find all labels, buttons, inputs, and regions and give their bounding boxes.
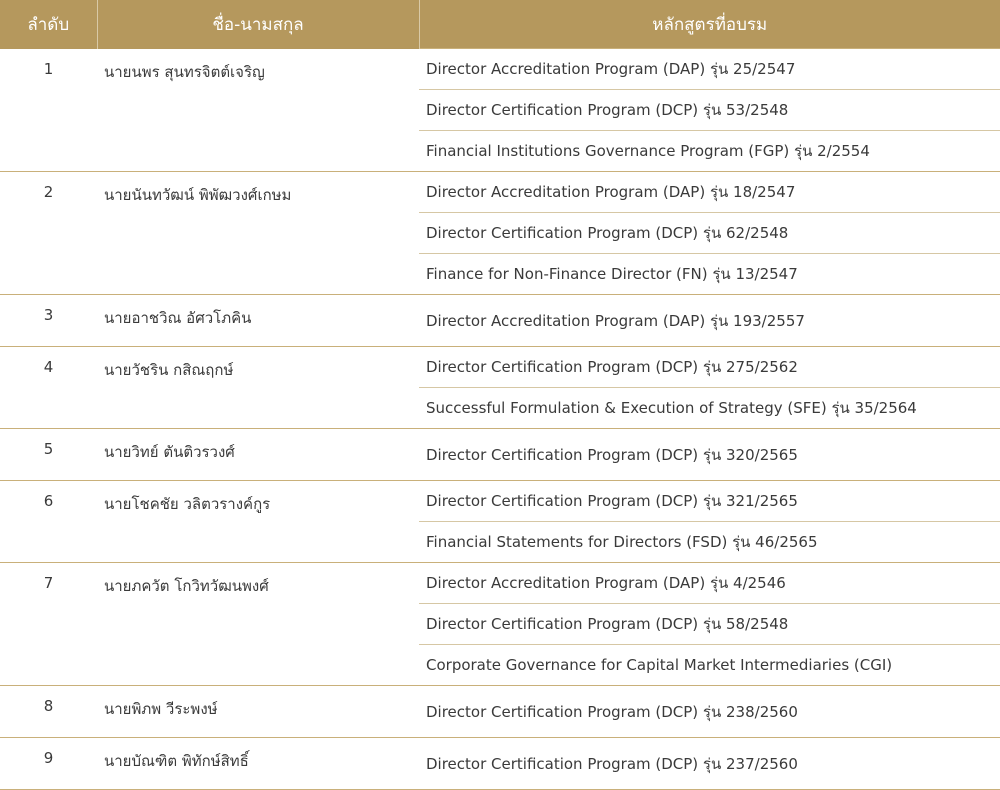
director-name: นายนพร สุนทรจิตต์เจริญ <box>104 62 265 81</box>
table-row <box>0 686 1000 738</box>
row-number: 4 <box>0 347 97 429</box>
header-row <box>0 0 1000 49</box>
course-cell: Director Certification Program (DCP) รุ่น 238/2560 <box>419 686 1000 738</box>
header-no: ลำดับ <box>0 0 97 49</box>
row-number: 9 <box>0 738 97 790</box>
row-number: 2 <box>0 172 97 295</box>
table-row <box>0 347 1000 388</box>
course-cell: Corporate Governance for Capital Market Intermediaries (CGI) <box>419 645 1000 686</box>
course-cell: Director Accreditation Program (DAP) รุ่น 18/2547 <box>419 172 1000 213</box>
course-cell: Successful Formulation & Execution of Strategy (SFE) รุ่น 35/2564 <box>419 388 1000 429</box>
table-body <box>0 49 1000 790</box>
row-number: 6 <box>0 481 97 563</box>
course-cell: Director Certification Program (DCP) รุ่น 58/2548 <box>419 604 1000 645</box>
director-name: นายโชคชัย วลิตวรางค์กูร <box>97 481 419 563</box>
course-cell: Finance for Non-Finance Director (FN) รุ่น 13/2547 <box>419 254 1000 295</box>
table-row <box>0 481 1000 522</box>
course-cell: Director Certification Program (DCP) รุ่น 237/2560 <box>419 738 1000 790</box>
table-row <box>0 172 1000 213</box>
row-number: 3 <box>0 295 97 347</box>
row-number: 1 <box>43 59 54 78</box>
course-cell: Director Certification Program (DCP) รุ่น 62/2548 <box>419 213 1000 254</box>
director-name: นายภควัต โกวิทวัฒนพงศ์ <box>97 563 419 686</box>
course-cell: Director Accreditation Program (DAP) รุ่น 193/2557 <box>419 295 1000 347</box>
course-cell: Director Accreditation Program (DAP) รุ่น 4/2546 <box>419 563 1000 604</box>
director-name: นายนันทวัฒน์ พิพัฒวงศ์เกษม <box>97 172 419 295</box>
header-course: หลักสูตรที่อบรม <box>419 0 1000 49</box>
row-number: 5 <box>0 429 97 481</box>
director-name: นายพิภพ วีระพงษ์ <box>97 686 419 738</box>
course-cell: Financial Statements for Directors (FSD) รุ่น 46/2565 <box>419 522 1000 563</box>
course-cell: Director Accreditation Program (DAP) รุ่น 25/2547 <box>419 49 1000 90</box>
header-name: ชื่อ-นามสกุล <box>97 0 419 49</box>
row-number: 7 <box>0 563 97 686</box>
row-number: 8 <box>0 686 97 738</box>
course-cell: Director Certification Program (DCP) รุ่น 320/2565 <box>419 429 1000 481</box>
course-cell: Director Certification Program (DCP) รุ่น 53/2548 <box>419 90 1000 131</box>
director-name: นายบัณฑิต พิทักษ์สิทธิ์ <box>97 738 419 790</box>
director-name: นายวัชริน กสิณฤกษ์ <box>97 347 419 429</box>
table-row <box>0 295 1000 347</box>
table-row <box>0 429 1000 481</box>
table-row <box>0 563 1000 604</box>
course-cell: Director Certification Program (DCP) รุ่น 321/2565 <box>419 481 1000 522</box>
table-row <box>0 49 1000 90</box>
course-cell: Director Certification Program (DCP) รุ่น 275/2562 <box>419 347 1000 388</box>
director-name: นายวิทย์ ตันติวรวงศ์ <box>97 429 419 481</box>
table-row <box>0 738 1000 790</box>
director-name: นายอาชวิณ อัศวโภคิน <box>97 295 419 347</box>
course-cell: Financial Institutions Governance Program (FGP) รุ่น 2/2554 <box>419 131 1000 172</box>
